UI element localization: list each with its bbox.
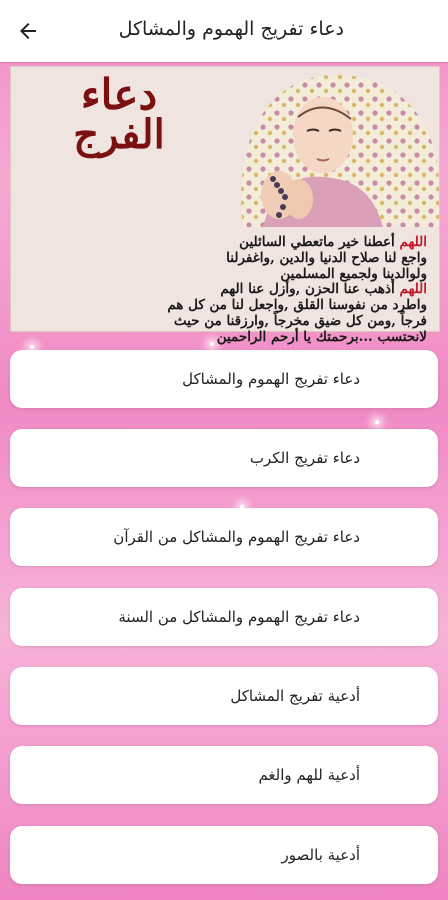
dua-line: واطرد من نفوسنا القلق ,واجعل لنا من كل هم bbox=[167, 297, 427, 314]
dua-highlight: اللهم bbox=[399, 281, 427, 298]
menu-item-label: دعاء تفريج الهموم والمشاكل من القرآن bbox=[113, 528, 360, 546]
menu-item-worries-problems[interactable] bbox=[10, 350, 438, 408]
dua-line: ولوالدينا ولجميع المسلمين bbox=[280, 265, 427, 282]
menu-item-relief-distress[interactable] bbox=[10, 429, 438, 487]
menu-item-label: أدعية تفريج المشاكل bbox=[230, 687, 360, 705]
dua-text bbox=[23, 235, 427, 346]
sparkle-decoration bbox=[375, 420, 379, 424]
page-title: دعاء تفريج الهموم والمشاكل bbox=[118, 18, 344, 40]
menu-item-label: أدعية بالصور bbox=[281, 846, 360, 864]
menu-item-label: دعاء تفريج الهموم والمشاكل من السنة bbox=[118, 608, 360, 626]
arrow-back-icon bbox=[16, 19, 40, 43]
app-bar bbox=[0, 0, 448, 62]
dua-line: واجع لنا صلاح الدنيا والدين ,واغفرلنا bbox=[226, 249, 427, 266]
menu-item-grief-duas[interactable] bbox=[10, 746, 438, 804]
menu-item-from-quran[interactable] bbox=[10, 508, 438, 566]
sparkle-decoration bbox=[30, 345, 34, 349]
dua-line: لانحتسب ...برحمتك يا أرحم الراحمين bbox=[216, 328, 427, 345]
dua-line: أذهب عنا الحزن ,وأزل عنا الهم bbox=[220, 281, 400, 298]
header-banner-image bbox=[10, 66, 440, 345]
banner-heading bbox=[29, 70, 209, 158]
menu-item-from-sunnah[interactable] bbox=[10, 588, 438, 646]
back-button[interactable] bbox=[14, 17, 42, 45]
banner-heading-line1: دعاء bbox=[80, 70, 158, 119]
dua-highlight: اللهم bbox=[399, 234, 427, 250]
menu-item-picture-duas[interactable] bbox=[10, 826, 438, 884]
menu-item-label: دعاء تفريج الهموم والمشاكل bbox=[182, 370, 360, 388]
menu-item-problems-duas[interactable] bbox=[10, 667, 438, 725]
banner-heading-line2: الفرج bbox=[73, 111, 165, 158]
menu-item-label: أدعية للهم والغم bbox=[258, 766, 360, 784]
menu-item-label: دعاء تفريج الكرب bbox=[249, 449, 360, 467]
praying-woman-illustration bbox=[203, 67, 439, 227]
dua-line: فرجاً ,ومن كل ضيق مخرجاً ,وارزقنا من حيث bbox=[173, 312, 427, 329]
dua-line: أعطنا خير ماتعطي السائلين bbox=[239, 234, 400, 250]
